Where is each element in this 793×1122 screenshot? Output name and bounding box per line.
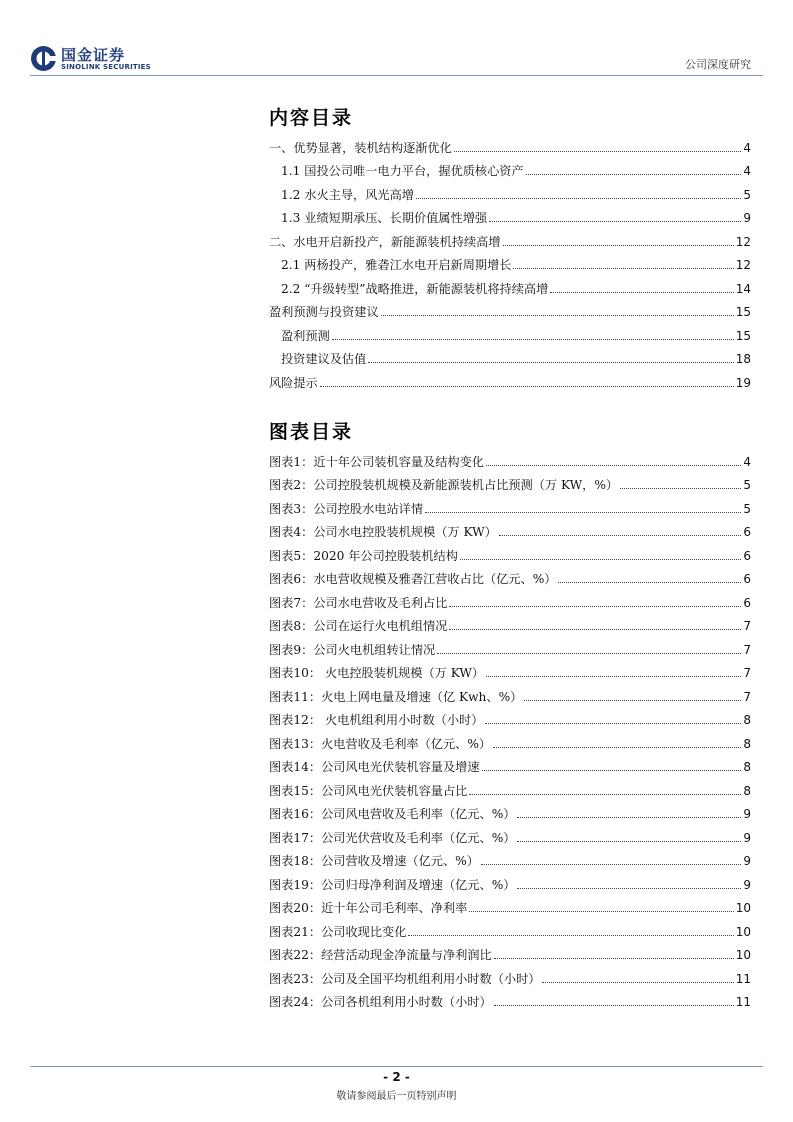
contents-list	[269, 132, 751, 391]
toc-leader-dots	[524, 700, 741, 701]
sinolink-logo	[30, 42, 160, 76]
toc-entry-page: 7	[743, 642, 751, 657]
figures-list	[269, 446, 751, 1010]
toc-leader-dots	[489, 221, 741, 222]
toc-entry[interactable]	[269, 987, 751, 1011]
toc-leader-dots	[620, 488, 741, 489]
header-divider	[30, 75, 763, 76]
toc-entry[interactable]	[269, 869, 751, 893]
toc-leader-dots	[517, 888, 741, 889]
toc-leader-dots	[494, 1005, 734, 1006]
toc-leader-dots	[469, 794, 741, 795]
toc-entry-title: 图表7：公司水电营收及毛利占比	[269, 595, 448, 610]
toc-entry-page: 6	[743, 548, 751, 563]
toc-entry-page: 5	[743, 187, 751, 202]
toc-leader-dots	[517, 817, 741, 818]
page-number: - 2 -	[383, 1070, 410, 1084]
toc-entry-page: 9	[743, 854, 751, 868]
toc-entry[interactable]	[269, 611, 751, 635]
toc-leader-dots	[408, 935, 733, 936]
toc-entry-title: 图表13：火电营收及毛利率（亿元、%）	[269, 736, 492, 751]
toc-entry-title: 图表17：公司光伏营收及毛利率（亿元、%）	[269, 830, 516, 845]
toc-entry-page: 11	[735, 995, 751, 1009]
toc-leader-dots	[517, 841, 741, 842]
toc-leader-dots	[494, 958, 734, 959]
toc-entry-title: 图表14：公司风电光伏装机容量及增速	[269, 760, 480, 774]
toc-entry-title: 图表9：公司火电机组转让情况	[269, 642, 436, 657]
toc-entry-page: 10	[735, 924, 751, 939]
logo-text-en: SINOLINK SECURITIES	[61, 63, 151, 71]
toc-leader-dots	[503, 245, 734, 246]
toc-entry[interactable]	[269, 179, 751, 203]
toc-entry-title: 风险提示	[269, 375, 318, 390]
figures-title: 图表目录	[269, 421, 354, 443]
sinolink-logo-icon	[30, 45, 57, 72]
toc-entry-page: 9	[743, 211, 751, 225]
toc-entry-title: 1.3 业绩短期承压、长期价值属性增强	[281, 211, 488, 225]
toc-entry-page: 7	[743, 619, 751, 633]
toc-leader-dots	[481, 864, 741, 865]
toc-entry[interactable]	[269, 822, 751, 846]
toc-entry-title: 图表16：公司风电营收及毛利率（亿元、%）	[269, 807, 516, 821]
toc-entry[interactable]	[269, 681, 751, 705]
toc-entry-page: 14	[735, 281, 751, 296]
toc-entry-title: 1.2 水火主导，风光高增	[281, 187, 414, 202]
footer-divider	[30, 1066, 763, 1067]
toc-leader-dots	[513, 268, 733, 269]
toc-entry[interactable]	[269, 540, 751, 564]
toc-entry-title: 图表3：公司控股水电站详情	[269, 501, 424, 516]
toc-entry-title: 图表5：2020 年公司控股装机结构	[269, 548, 458, 563]
toc-entry-page: 6	[743, 595, 751, 610]
toc-entry-page: 7	[743, 689, 751, 704]
toc-entry-page: 4	[743, 140, 751, 155]
toc-entry-title: 图表21：公司收现比变化	[269, 924, 407, 939]
toc-entry-page: 8	[743, 736, 751, 751]
toc-entry[interactable]	[269, 250, 751, 274]
toc-entry[interactable]	[269, 940, 751, 964]
disclaimer: 敬请参阅最后一页特别声明	[336, 1091, 457, 1102]
toc-leader-dots	[332, 339, 734, 340]
toc-entry-page: 15	[735, 305, 751, 319]
toc-entry[interactable]	[269, 634, 751, 658]
toc-entry-title: 图表19：公司归母净利润及增速（亿元、%）	[269, 877, 516, 892]
toc-entry-title: 图表6：水电营收规模及雅砻江营收占比（亿元、%）	[269, 572, 557, 586]
toc-leader-dots	[320, 386, 734, 387]
toc-entry-page: 15	[735, 328, 751, 343]
toc-entry[interactable]	[269, 658, 751, 682]
toc-entry[interactable]	[269, 587, 751, 611]
toc-entry-page: 6	[743, 525, 751, 539]
toc-entry[interactable]	[269, 320, 751, 344]
document-type: 公司深度研究	[685, 58, 751, 71]
toc-entry-title: 1.1 国投公司唯一电力平台，握优质核心资产	[281, 164, 524, 178]
toc-entry-title: 图表22：经营活动现金净流量与净利润比	[269, 948, 492, 962]
toc-entry-page: 18	[735, 352, 751, 366]
toc-entry-title: 投资建议及估值	[281, 352, 367, 366]
toc-leader-dots	[550, 292, 733, 293]
toc-leader-dots	[542, 982, 733, 983]
toc-entry-title: 图表18：公司营收及增速（亿元、%）	[269, 854, 479, 868]
toc-entry-page: 11	[735, 971, 751, 986]
toc-leader-dots	[454, 151, 742, 152]
toc-leader-dots	[526, 174, 742, 175]
toc-entry[interactable]	[269, 846, 751, 870]
toc-leader-dots	[482, 770, 742, 771]
toc-leader-dots	[486, 465, 741, 466]
contents-title: 内容目录	[269, 107, 354, 129]
toc-entry-page: 19	[735, 375, 751, 390]
toc-leader-dots	[485, 723, 741, 724]
toc-leader-dots	[449, 629, 741, 630]
toc-entry-title: 图表20：近十年公司毛利率、净利率	[269, 901, 468, 915]
toc-entry[interactable]	[269, 916, 751, 940]
toc-leader-dots	[368, 362, 733, 363]
toc-entry[interactable]	[269, 297, 751, 321]
toc-leader-dots	[416, 198, 741, 199]
toc-entry[interactable]	[269, 705, 751, 729]
toc-entry-title: 图表8：公司在运行火电机组情况	[269, 619, 448, 633]
toc-entry-title: 2.2 “升级转型”战略推进，新能源装机将持续高增	[281, 281, 549, 296]
toc-entry-title: 盈利预测与投资建议	[269, 305, 379, 319]
toc-entry-title: 图表1：近十年公司装机容量及结构变化	[269, 454, 484, 469]
toc-entry[interactable]	[269, 728, 751, 752]
toc-entry[interactable]	[269, 470, 751, 494]
page-header	[0, 0, 793, 80]
toc-entry-title: 盈利预测	[281, 328, 330, 343]
toc-entry[interactable]	[269, 367, 751, 391]
toc-entry[interactable]	[269, 799, 751, 823]
toc-entry[interactable]	[269, 517, 751, 541]
toc-entry-title: 图表10： 火电控股装机规模（万 KW）	[269, 666, 485, 680]
toc-entry-page: 12	[735, 258, 751, 272]
toc-entry-title: 图表12： 火电机组利用小时数（小时）	[269, 713, 484, 727]
toc-entry-page: 6	[743, 572, 751, 586]
toc-entry-page: 12	[735, 234, 751, 249]
toc-leader-dots	[499, 535, 742, 536]
toc-entry-title: 图表11：火电上网电量及增速（亿 Kwh、%）	[269, 689, 523, 704]
toc-entry-title: 二、水电开启新投产，新能源装机持续高增	[269, 234, 501, 249]
toc-entry[interactable]	[269, 132, 751, 156]
toc-entry-title: 图表4：公司水电控股装机规模（万 KW）	[269, 525, 497, 539]
toc-entry-page: 8	[743, 783, 751, 798]
toc-entry[interactable]	[269, 752, 751, 776]
toc-entry[interactable]	[269, 203, 751, 227]
toc-entry[interactable]	[269, 446, 751, 470]
toc-entry[interactable]	[269, 775, 751, 799]
toc-entry[interactable]	[269, 564, 751, 588]
toc-entry[interactable]	[269, 273, 751, 297]
toc-leader-dots	[493, 747, 741, 748]
toc-leader-dots	[486, 676, 741, 677]
toc-entry[interactable]	[269, 226, 751, 250]
toc-entry[interactable]	[269, 963, 751, 987]
toc-entry[interactable]	[269, 493, 751, 517]
toc-entry-title: 图表24：公司各机组利用小时数（小时）	[269, 995, 492, 1009]
toc-entry-title: 图表23：公司及全国平均机组利用小时数（小时）	[269, 971, 541, 986]
toc-leader-dots	[381, 315, 734, 316]
toc-leader-dots	[437, 653, 741, 654]
toc-entry-title: 一、优势显著，装机结构逐渐优化	[269, 140, 452, 155]
toc-entry-page: 5	[743, 501, 751, 516]
toc-entry-page: 10	[735, 948, 751, 962]
toc-leader-dots	[558, 582, 741, 583]
toc-entry-page: 9	[743, 830, 751, 845]
toc-entry-page: 8	[743, 760, 751, 774]
toc-leader-dots	[469, 911, 733, 912]
toc-entry[interactable]	[269, 344, 751, 368]
toc-leader-dots	[425, 512, 741, 513]
toc-entry[interactable]	[269, 156, 751, 180]
toc-leader-dots	[460, 559, 741, 560]
toc-entry-page: 9	[743, 807, 751, 821]
toc-entry-title: 图表15：公司风电光伏装机容量占比	[269, 783, 468, 798]
logo-text-cn: 国金证券	[61, 46, 126, 64]
toc-entry-page: 9	[743, 877, 751, 892]
toc-entry-page: 4	[743, 454, 751, 469]
toc-leader-dots	[449, 606, 741, 607]
toc-entry-page: 4	[743, 164, 751, 178]
toc-entry[interactable]	[269, 893, 751, 917]
toc-entry-page: 8	[743, 713, 751, 727]
toc-entry-page: 10	[735, 901, 751, 915]
toc-entry-title: 2.1 两杨投产，雅砻江水电开启新周期增长	[281, 258, 512, 272]
toc-entry-page: 7	[743, 666, 751, 680]
toc-entry-page: 5	[743, 478, 751, 492]
toc-entry-title: 图表2：公司控股装机规模及新能源装机占比预测（万 KW，%）	[269, 478, 619, 492]
